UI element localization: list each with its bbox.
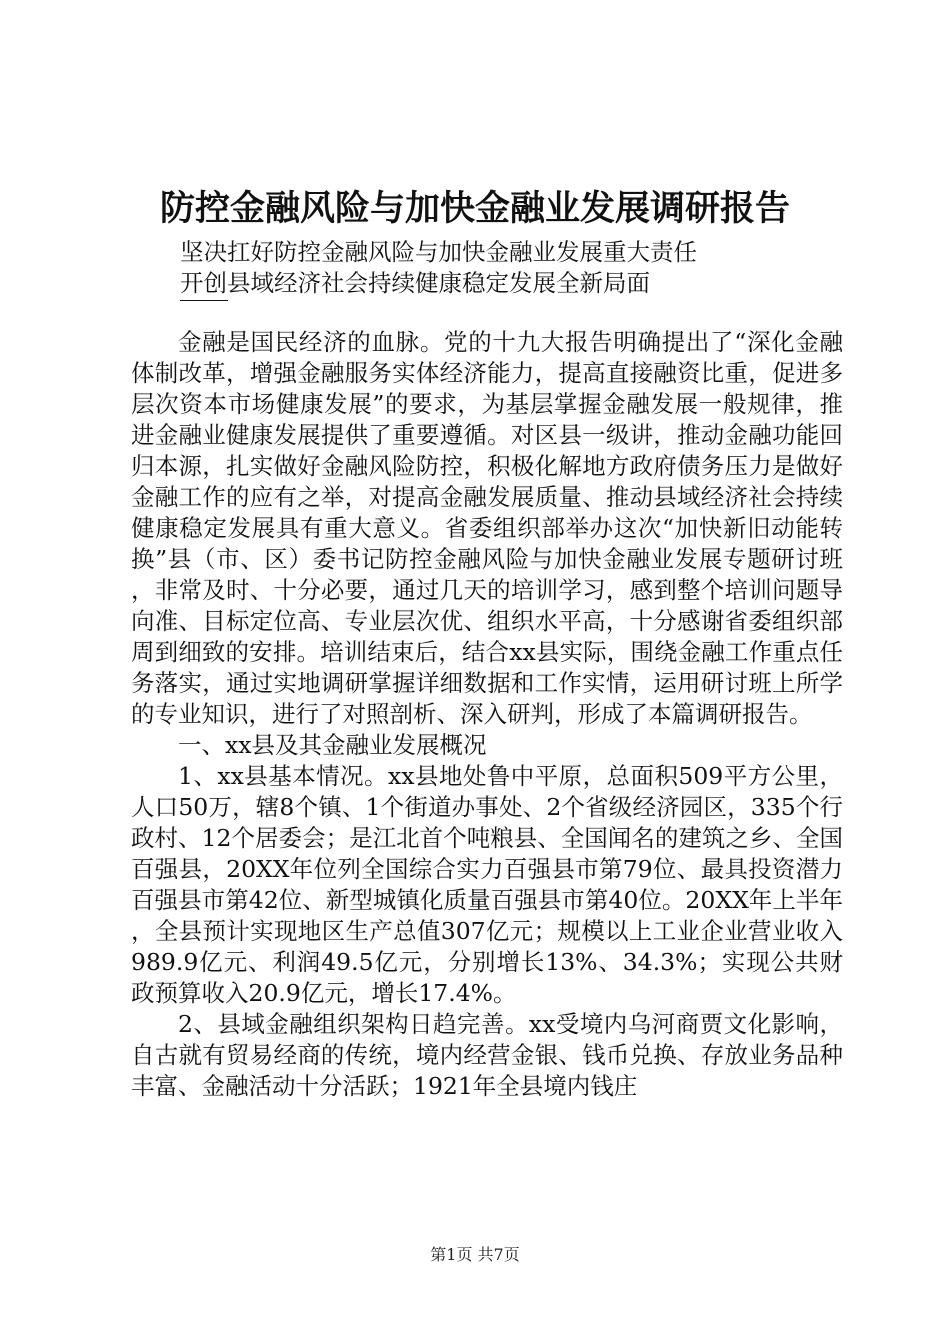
basic-info-paragraph: 1、xx县基本情况。xx县地处鲁中平原，总面积509平方公里，人口50万，辖8个镇、1个街道办事处、2个省级经济园区，335个行政村、12个居委会；是江北首个吨粮县、全国闻名的建筑之乡、全国百强县，20XX年位列全国综合实力百强县市第79位、最具投资潜力百强县市第42位、新型城镇化质量百强县市第40位。20XX年上半年，全县预计实现地区生产总值307亿元；规模以上工业企业营业收入989.9亿元、利润49.5亿元，分别增长13%、34.3%；实现公共财政预算收入20.9亿元，增长17.4%。 [131,762,843,1007]
intro-paragraph: 金融是国民经济的血脉。党的十九大报告明确提出了“深化金融体制改革，增强金融服务实体经济能力，提高直接融资比重，促进多层次资本市场健康发展”的要求，为基层掌握金融发展一般规律，推进金融业健康发展提供了重要遵循。对区县一级讲，推动金融功能回归本源，扎实做好金融风险防控，积极化解地方政府债务压力是做好金融工作的应有之举，对提高金融发展质量、推动县域经济社会持续健康稳定发展具有重大意义。省委组织部举办这次“加快新旧动能转换”县（市、区）委书记防控金融风险与加快金融业发展专题研讨班，非常及时、十分必要，通过几天的培训学习，感到整个培训问题导向准、目标定位高、专业层次优、组织水平高，十分感谢省委组织部周到细致的安排。培训结束后，结合xx县实际，围绕金融工作重点任务落实，通过实地调研掌握详细数据和工作实情，运用研讨班上所学的专业知识，进行了对照剖析、深入研判，形成了本篇调研报告。 [131,328,843,728]
subtitle-line-1: 坚决扛好防控金融风险与加快金融业发展重大责任 [180,238,697,266]
subtitle-line-2: 开创县域经济社会持续健康稳定发展全新局面 [180,269,650,297]
document-title: 防控金融风险与加快金融业发展调研报告 [159,188,790,229]
subtitle-dash [180,300,228,301]
page-footer: 第1页 共7页 [430,1245,520,1264]
section-heading: 一、xx县及其金融业发展概况 [178,731,487,759]
finance-structure-paragraph: 2、县域金融组织架构日趋完善。xx受境内乌河商贾文化影响，自古就有贸易经商的传统，境内经营金银、钱币兑换、存放业务品种丰富、金融活动十分活跃；1921年全县境内钱庄 [131,1010,843,1100]
document-body [131,327,843,1102]
